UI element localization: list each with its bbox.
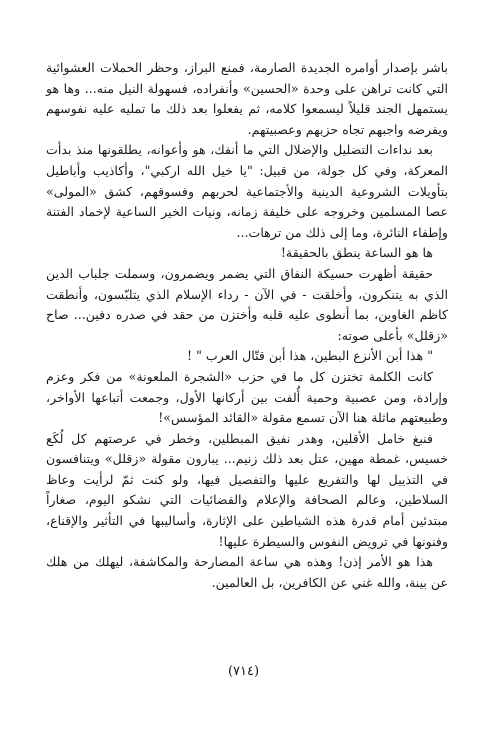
page-number: (٧١٤) (227, 664, 260, 679)
page-body (46, 58, 448, 593)
paragraph-1: باشر بإصدار أوامره الجديدة الصارمة، فمنع البراز، وحظر الحملات العشوائية التي كانت تراهن على وحدة «الحسين» وأنفراده، فسهولة النيل منه... وها هو يستمهل الجند قليلاً ليسمعوا كلامه، ثم يفعلوا بعد ذلك ما تمليه عليه نفوسهم ويفرضه واجبهم تجاه حزبهم وعصبيتهم. (46, 60, 448, 137)
paragraph-7: هذا هو الأمر إذن! وهذه هي ساعة المصارحة والمكاشفة، ليهلك من هلك عن بينة، والله غني عن الكافرين، بل العالمين. (46, 554, 448, 590)
paragraph-6: فنبغ خامل الأقلين، وهدر نفيق المبطلين، وخطر في عرصتهم كل لُكَع خسيس، غمطة مهين، عتل بعد ذلك زنيم... يبارون مقولة «زقلل» ويتنافسون في التذييل لها والتفريع عليها والتفصيل فيها، ولو كنت ثمّ لرأيت وعاظ السلاطين، وعالم الصحافة والإعلام والفضائيات التي نشكو اليوم، صغاراً مبتدئين أمام قدرة هذه الشياطين على الإثارة، وأساليبها في التأثير والإقناع، وفنونها في ترويض النفوس والسيطرة عليها! (46, 430, 448, 549)
quote-line: " هذا أبن الأنزع البطين، هذا أبن قتّال العرب " ! (187, 348, 433, 364)
paragraph-2: بعد نداءات التضليل والإضلال التي ما أنفك، هو وأعوانه، يطلقونها منذ بدأت المعركة، وفي كل جولة، من قبيل: "يا خيل الله اركبي"، وأكاذيب وأباطيل بتأويلات الشروعية الدينية والأجتماعية لحربهم وفسوقهم، كشق «المولى» عصا المسلمين وخروجه على خليفة زمانه، ونيات الخير الساعية لإخماد الفتنة وإطفاء النائرة، وما إلى ذلك من ترهات... (46, 142, 448, 240)
paragraph-5: كانت الكلمة تختزن كل ما في حزب «الشجرة الملعونة» من فكر وعزم وإرادة، ومن عصبية وحمية أُلفت بين أركانها الأول، وجمعت أتباعها الأواخر، وطبيعتهم ماثلة هنا الآن تسمع مقولة «القائد المؤسس»! (46, 368, 448, 426)
paragraph-4: حقيقة أظهرت حسيكة النفاق التي يضمر ويضمرون، وسملت جلباب الدين الذي به يتنكرون، وأخلقت - في الآن - رداء الإسلام الذي يتلبّسون، وأنطقت كاظم الغاوين، بما أنطوى عليه قلبه وأختزن من حقد في صدره دفين... صاح «زقلل» بأعلى صوته: (46, 265, 448, 343)
paragraph-3: ها هو الساعة ينطق بالحقيقة! (280, 245, 433, 261)
